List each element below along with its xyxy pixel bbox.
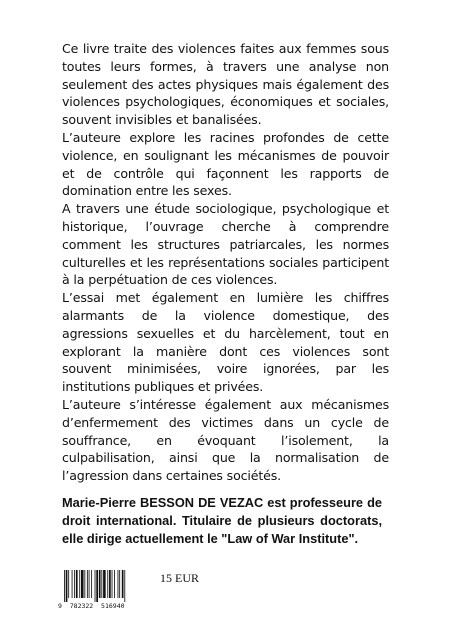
summary-paragraph: Ce livre traite des violences faites aux femmes sous toutes leurs formes, à travers une analyse non seulement des actes physiques mais également des violences psychologiques, économiques et sociales, souvent invisibles et banalisées. (62, 41, 389, 128)
barcode-bars (58, 570, 150, 602)
summary-text (62, 40, 389, 485)
summary-paragraph: L’auteure s’intéresse également aux mécanismes d’enfermement des victimes dans un cycle de souffrance, en évoquant l’isolement, la culpabilisation, ainsi que la normalisation de l’agression dans certaines sociétés. (62, 396, 389, 484)
summary-paragraph: L’auteure explore les racines profondes de cette violence, en soulignant les mécanismes de pouvoir et de contrôle qui façonnent les rapports de domination entre les sexes. (62, 129, 389, 199)
author-bio: Marie-Pierre BESSON DE VEZAC est professeure de droit international. Titulaire de plusieurs doctorats, elle dirige actuellement le "Law of War Institute". (62, 495, 382, 546)
isbn-barcode (58, 570, 150, 620)
barcode-digits: 9 782322 516940 (58, 602, 125, 610)
price-label: 15 EUR (160, 571, 199, 585)
summary-paragraph: L’essai met également en lumière les chiffres alarmants de la violence domestique, des agressions sexuelles et du harcèlement, tout en explorant la manière dont ces violences sont souvent minimisées, voire ignorées, par les institutions publiques et privées. (62, 290, 389, 395)
summary-paragraph: A travers une étude sociologique, psychologique et historique, l’ouvrage cherche à comprendre comment les structures patriarcales, les normes culturelles et les représentations sociales participent à la perpétuation de ces violences. (62, 201, 389, 288)
